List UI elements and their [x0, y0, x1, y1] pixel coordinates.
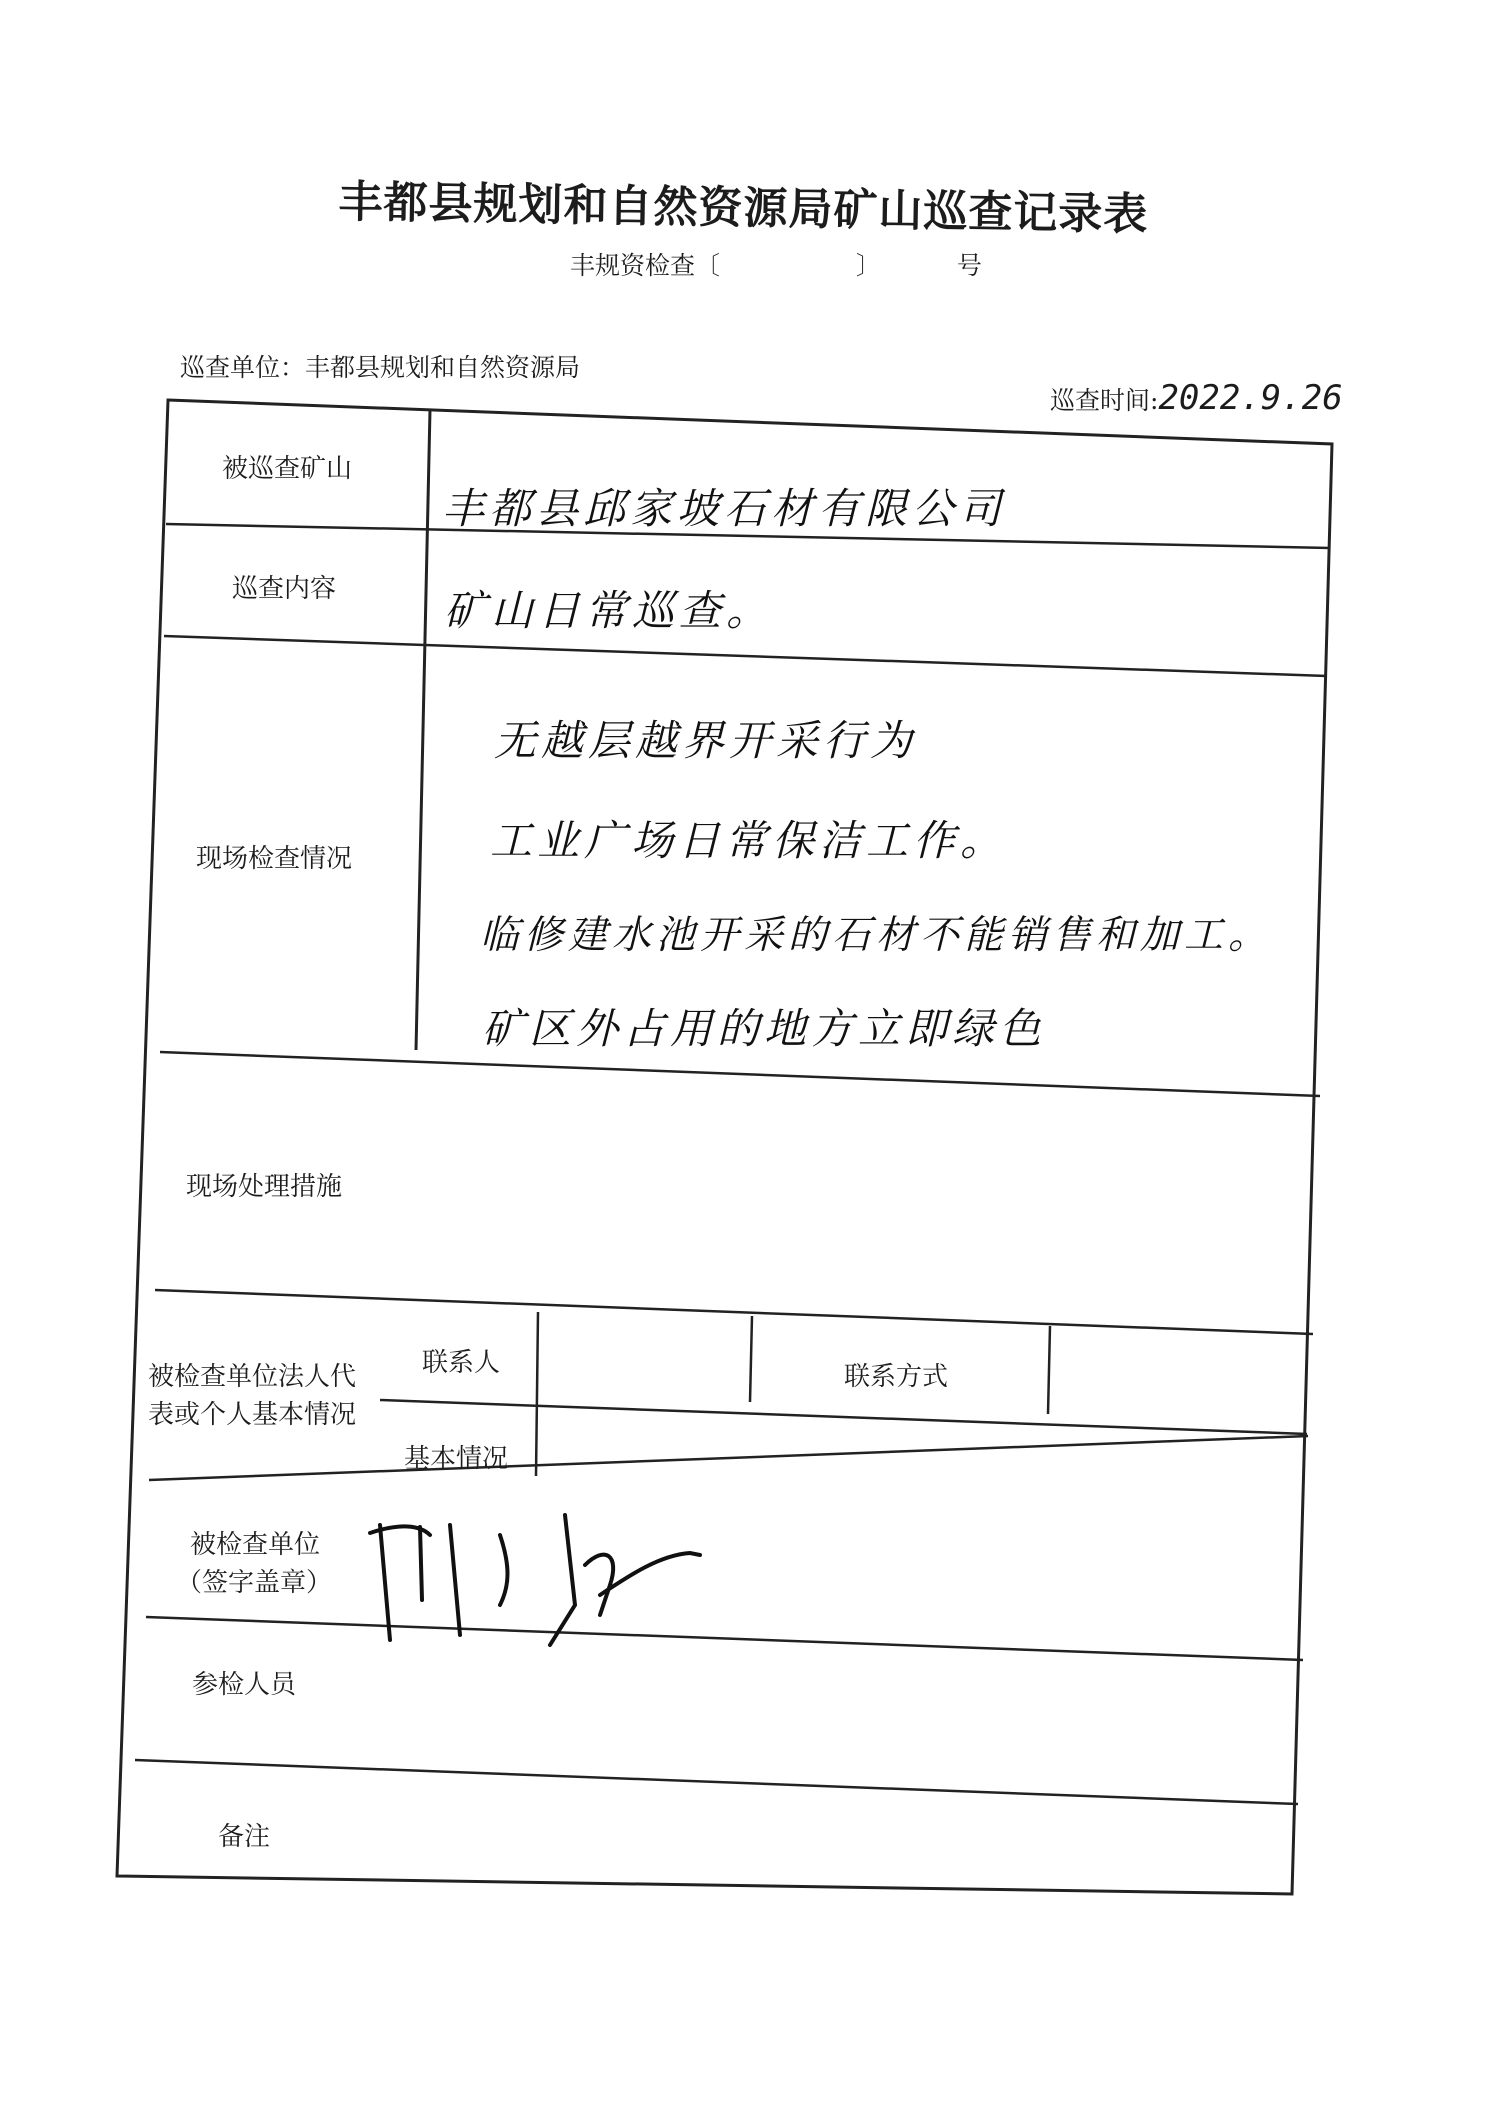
remarks-label: 备注: [218, 1822, 271, 1852]
contact-person-label: 联系人: [422, 1348, 501, 1378]
inspection-time-value: 2022.9.26: [1158, 378, 1343, 418]
situation-line-4: 矿区外占用的地方立即绿色: [482, 1004, 1047, 1053]
docno-prefix: 丰规资检查〔: [570, 251, 721, 280]
row-line-5: [149, 1436, 1308, 1480]
row-line-4: [155, 1290, 1313, 1334]
row-line-7: [135, 1760, 1298, 1804]
situation-line-1: 无越层越界开采行为: [494, 716, 918, 765]
inspectors-label: 参检人员: [192, 1670, 297, 1700]
mine-value: 丰都县邱家坡石材有限公司: [442, 484, 1007, 533]
contact-method-label: 联系方式: [844, 1362, 949, 1392]
row-line-2: [164, 636, 1327, 676]
situation-line-3: 临修建水池开采的石材不能销售和加工。: [480, 913, 1273, 958]
inspection-unit: 巡查单位：丰都县规划和自然资源局: [180, 353, 581, 382]
sign-label-line1: 被检查单位: [190, 1530, 321, 1560]
situation-line-2: 工业广场日常保洁工作。: [490, 816, 1008, 865]
rep-col-c: [1048, 1326, 1050, 1414]
situation-label: 现场检查情况: [196, 844, 353, 874]
rep-col-a: [536, 1312, 538, 1476]
sign-label-line2: （签字盖章）: [176, 1568, 333, 1598]
measures-label: 现场处理措施: [186, 1172, 343, 1202]
docno-bracket-close: 〕: [855, 251, 881, 280]
label-column-divider: [416, 410, 430, 1050]
rep-col-b: [750, 1316, 752, 1402]
rep-subrow-line: [380, 1400, 1307, 1434]
page-title: 丰都县规划和自然资源局矿山巡查记录表: [338, 176, 1149, 241]
inspection-time-label: 巡查时间:: [1050, 386, 1159, 415]
rep-label-line1: 被检查单位法人代: [148, 1362, 357, 1392]
row-line-3: [160, 1052, 1320, 1096]
content-label: 巡查内容: [232, 574, 337, 604]
docno-suffix: 号: [956, 251, 982, 280]
mine-label: 被巡查矿山: [222, 454, 353, 484]
content-value: 矿山日常巡查。: [444, 586, 774, 635]
row-line-6: [146, 1617, 1303, 1660]
rep-label-line2: 表或个人基本情况: [148, 1400, 357, 1430]
basic-info-label: 基本情况: [404, 1444, 509, 1474]
signature-scribble: [360, 1505, 720, 1665]
